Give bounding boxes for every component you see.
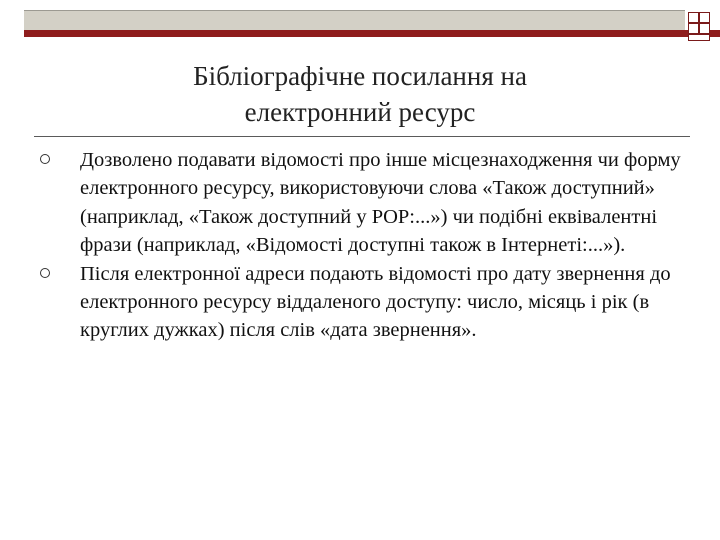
header-accent-bar: [24, 30, 720, 37]
slide-title-line-1: Бібліографічне посилання на: [193, 61, 527, 91]
slide-title: [110, 58, 610, 130]
decor-square: [699, 23, 710, 34]
bullet-list: [40, 146, 690, 345]
bullet-text: Після електронної адреси подають відомості про дату звернення до електронного ресурсу віддаленого доступу: число, місяць і рік (в круглих дужках) після слів «дата звернення».: [80, 262, 671, 342]
bullet-item: [40, 146, 690, 260]
corner-squares-decoration: [686, 12, 712, 42]
hollow-circle-bullet-icon: [40, 154, 50, 164]
title-divider: [34, 136, 690, 137]
bullet-text: Дозволено подавати відомості про інше місцезнаходження чи форму електронного ресурсу, використовуючи слова «Також доступний» (наприклад, «Також доступний у POP:...») чи подібні еквівалентні фрази (наприклад, «Відомості доступні також в Інтернеті:...»).: [80, 149, 681, 257]
hollow-circle-bullet-icon: [40, 268, 50, 278]
decor-square: [688, 23, 699, 34]
decor-square: [699, 12, 710, 23]
decor-bar: [688, 34, 710, 41]
bullet-item: [40, 260, 690, 345]
decor-square: [688, 12, 699, 23]
slide-title-line-2: електронний ресурс: [244, 97, 476, 127]
